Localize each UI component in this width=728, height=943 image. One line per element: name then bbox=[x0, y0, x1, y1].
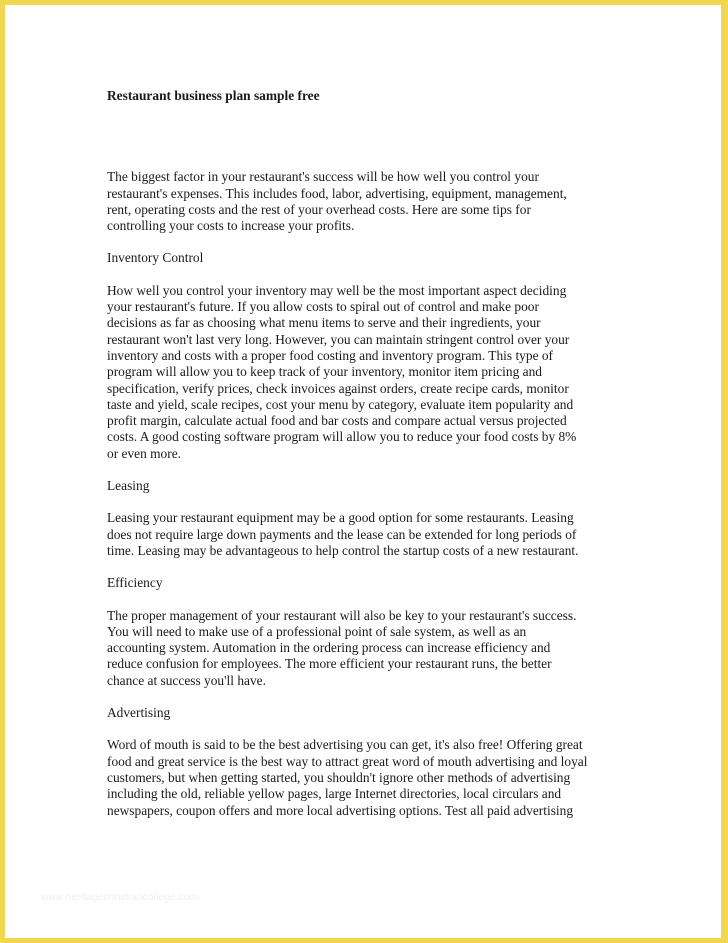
paragraph-line: newspapers, coupon offers and more local advertising options. Test all paid advertising bbox=[107, 802, 574, 818]
paragraph-line: does not require large down payments and the lease can be extended for long periods of bbox=[107, 526, 577, 542]
paragraph-line: restaurant won't last very long. However, you can maintain stringent control over your bbox=[107, 331, 570, 347]
paragraph-line: including the old, reliable yellow pages, large Internet directories, local circulars and bbox=[107, 786, 562, 802]
paragraph-line: decisions as far as choosing what menu items to serve and their ingredients, your bbox=[107, 315, 541, 331]
paragraph-line: time. Leasing may be advantageous to help control the startup costs of a new restaurant. bbox=[107, 542, 579, 558]
paragraph-line: restaurant's expenses. This includes food, labor, advertising, equipment, management, bbox=[107, 185, 567, 201]
paragraph-line: your restaurant's future. If you allow costs to spiral out of control and make poor bbox=[107, 299, 539, 315]
paragraph-line: The biggest factor in your restaurant's success will be how well you control your bbox=[107, 169, 539, 185]
paragraph-line: costs. A good costing software program will allow you to reduce your food costs by 8% bbox=[107, 429, 577, 445]
paragraph-line: profit margin, calculate actual food and bar costs and compare actual versus projected bbox=[107, 413, 567, 429]
paragraph-line: The proper management of your restaurant will also be key to your restaurant's success. bbox=[107, 607, 577, 623]
paragraph-line: food and great service is the best way to attract great word of mouth advertising and loyal bbox=[107, 753, 588, 769]
section-heading-advertising: Advertising bbox=[107, 705, 171, 721]
efficiency-paragraph bbox=[107, 608, 627, 689]
paragraph-line: accounting system. Automation in the ordering process can increase efficiency and bbox=[107, 640, 551, 656]
paragraph-line: Word of mouth is said to be the best advertising you can get, it's also free! Offering great bbox=[107, 737, 583, 753]
document-title: Restaurant business plan sample free bbox=[107, 88, 320, 103]
paragraph-line: customers, but when getting started, you shouldn't ignore other methods of advertising bbox=[107, 769, 571, 785]
paragraph-line: How well you control your inventory may well be the most important aspect deciding bbox=[107, 282, 567, 298]
advertising-paragraph bbox=[107, 737, 627, 818]
section-heading-efficiency: Efficiency bbox=[107, 575, 163, 591]
watermark: www.heritagechristiancollege.com bbox=[41, 892, 199, 903]
paragraph-line: specification, verify prices, check invoices against orders, create recipe cards, monitor bbox=[107, 380, 569, 396]
title-spacer bbox=[107, 104, 627, 169]
document-page bbox=[5, 5, 721, 938]
paragraph-line: program will allow you to keep track of your inventory, monitor item pricing and bbox=[107, 364, 542, 380]
paragraph-line: rent, operating costs and the rest of your overhead costs. Here are some tips for bbox=[107, 201, 531, 217]
document-content bbox=[107, 88, 627, 819]
section-heading-leasing: Leasing bbox=[107, 478, 150, 494]
paragraph-line: inventory and costs with a proper food costing and inventory program. This type of bbox=[107, 347, 554, 363]
paragraph-line: chance at success you'll have. bbox=[107, 672, 266, 688]
paragraph-line: reduce confusion for employees. The more efficient your restaurant runs, the better bbox=[107, 656, 552, 672]
leasing-paragraph bbox=[107, 510, 627, 559]
paragraph-line: You will need to make use of a professional point of sale system, as well as an bbox=[107, 623, 527, 639]
paragraph-line: taste and yield, scale recipes, cost your menu by category, evaluate item popularity and bbox=[107, 396, 574, 412]
inventory-control-paragraph bbox=[107, 283, 627, 462]
section-heading-inventory-control: Inventory Control bbox=[107, 250, 204, 266]
paragraph-line: or even more. bbox=[107, 445, 181, 461]
paragraph-line: Leasing your restaurant equipment may be a good option for some restaurants. Leasing bbox=[107, 510, 574, 526]
paragraph-line: controlling your costs to increase your profits. bbox=[107, 218, 355, 234]
intro-paragraph bbox=[107, 169, 627, 234]
